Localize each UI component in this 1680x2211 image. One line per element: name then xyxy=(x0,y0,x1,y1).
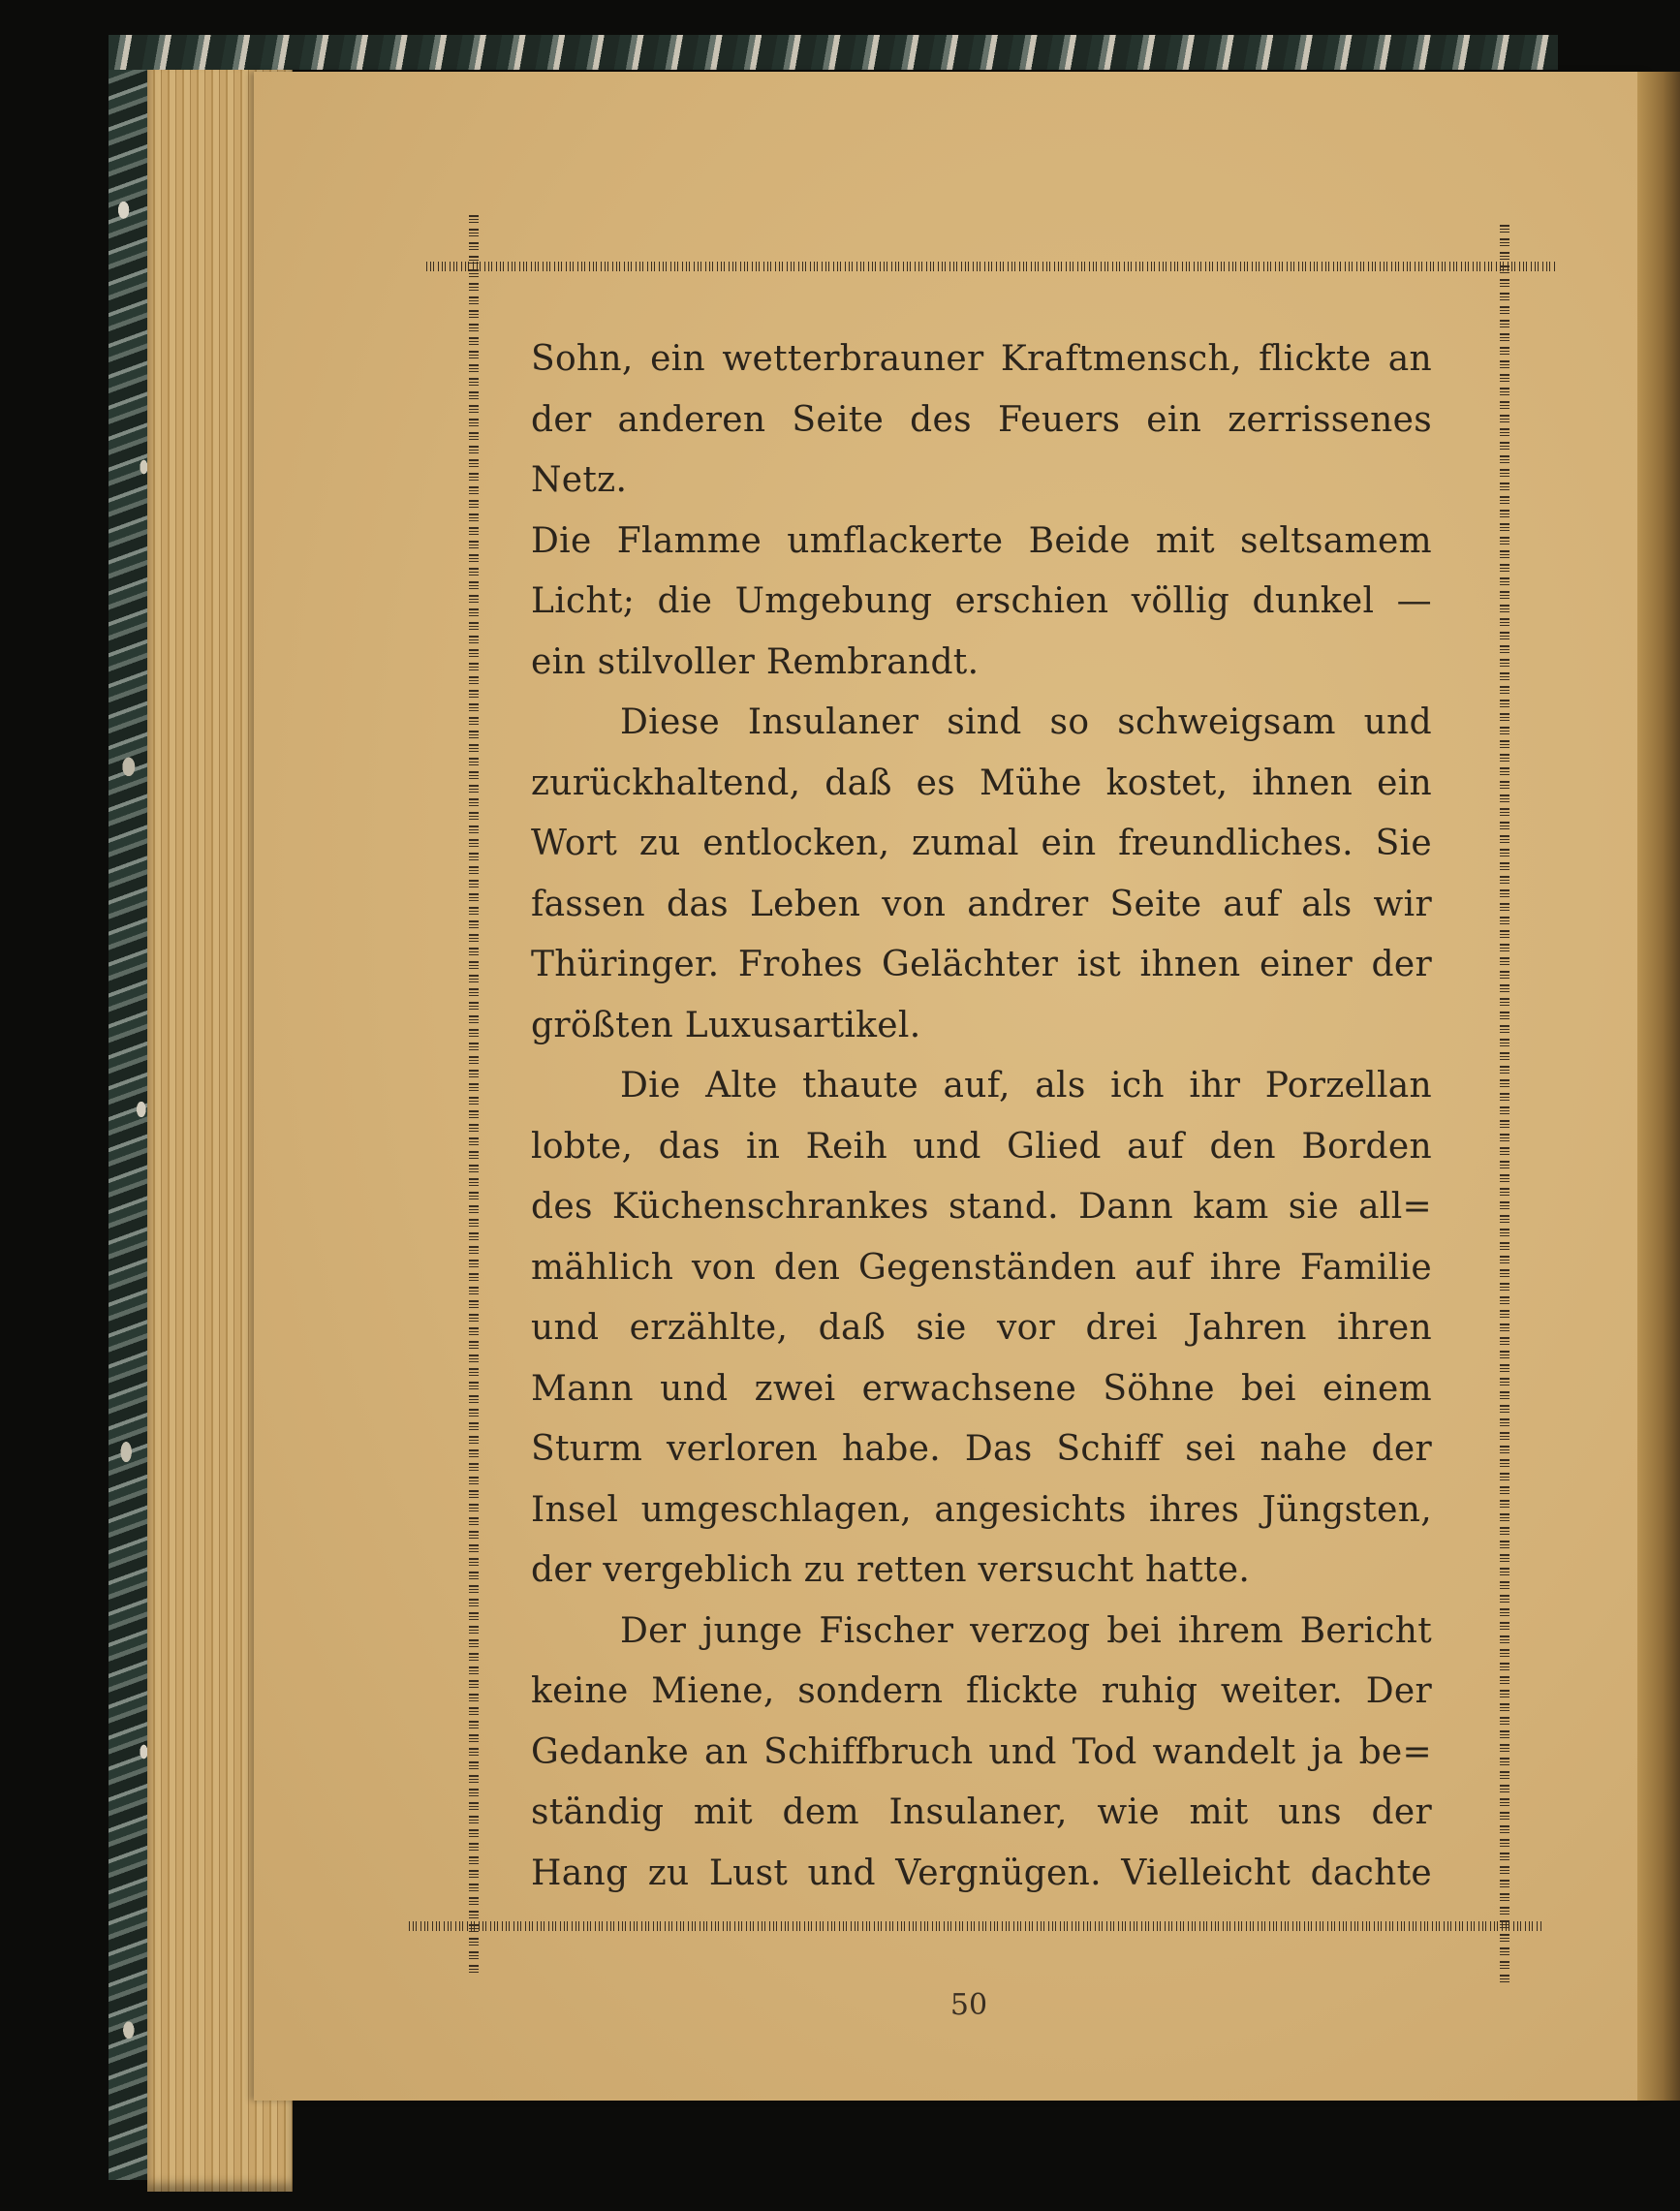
text-line: Diese Insulaner sind so schweigsam und xyxy=(620,702,1432,742)
text-line: und erzählte, daß sie vor drei Jahren ihren xyxy=(531,1308,1432,1348)
text-line: Licht; die Umgebung erschien völlig dunkel — xyxy=(531,581,1432,621)
text-line: Hang zu Lust und Vergnügen. Vielleicht dachte xyxy=(531,1853,1432,1893)
text-line: ein stilvoller Rembrandt. xyxy=(531,641,980,682)
text-line: keine Miene, sondern flickte ruhig weiter. Der xyxy=(531,1671,1432,1711)
frame-left-rule xyxy=(469,215,479,1978)
text-line: zurückhaltend, daß es Mühe kostet, ihnen ein xyxy=(531,763,1432,803)
text-line: mählich von den Gegenständen auf ihre Familie xyxy=(531,1247,1432,1288)
text-line: lobte, das in Reih und Glied auf den Borden xyxy=(531,1126,1432,1167)
frame-bottom-rule xyxy=(409,1921,1542,1931)
book-gutter xyxy=(1637,72,1680,2101)
text-line: Insel umgeschlagen, angesichts ihres Jüngsten, xyxy=(531,1489,1432,1530)
text-line: größten Luxusartikel. xyxy=(531,1005,921,1045)
text-line: Thüringer. Frohes Gelächter ist ihnen einer der xyxy=(531,945,1432,984)
text-line: Die Flamme umflackerte Beide mit seltsamem xyxy=(531,520,1432,561)
text-line: Wort zu entlocken, zumal ein freundliches. Sie xyxy=(531,824,1432,863)
text-line: fassen das Leben von andrer Seite auf als wir xyxy=(531,884,1432,924)
text-line: des Küchenschrankes stand. Dann kam sie all= xyxy=(531,1187,1432,1227)
text-line: Sturm verloren habe. Das Schiff sei nahe der xyxy=(531,1429,1432,1469)
text-line: der vergeblich zu retten versucht hatte. xyxy=(531,1550,1251,1590)
body-text xyxy=(531,329,1432,1904)
text-line: Die Alte thaute auf, als ich ihr Porzellan xyxy=(620,1066,1432,1106)
text-line: Mann und zwei erwachsene Söhne bei einem xyxy=(531,1368,1432,1409)
marbled-cover-top xyxy=(109,35,1558,70)
text-line: ständig mit dem Insulaner, wie mit uns der xyxy=(531,1792,1432,1832)
frame-top-rule xyxy=(426,262,1558,271)
text-line: Gedanke an Schiffbruch und Tod wandelt ja be= xyxy=(531,1731,1432,1772)
text-line: der anderen Seite des Feuers ein zerrissenes Netz. xyxy=(531,399,1432,500)
page-number: 50 xyxy=(949,1988,988,2022)
text-line: Sohn, ein wetterbrauner Kraftmensch, flickte an xyxy=(531,339,1432,379)
frame-right-rule xyxy=(1500,225,1509,1988)
text-line: Der junge Fischer verzog bei ihrem Bericht xyxy=(620,1610,1432,1651)
